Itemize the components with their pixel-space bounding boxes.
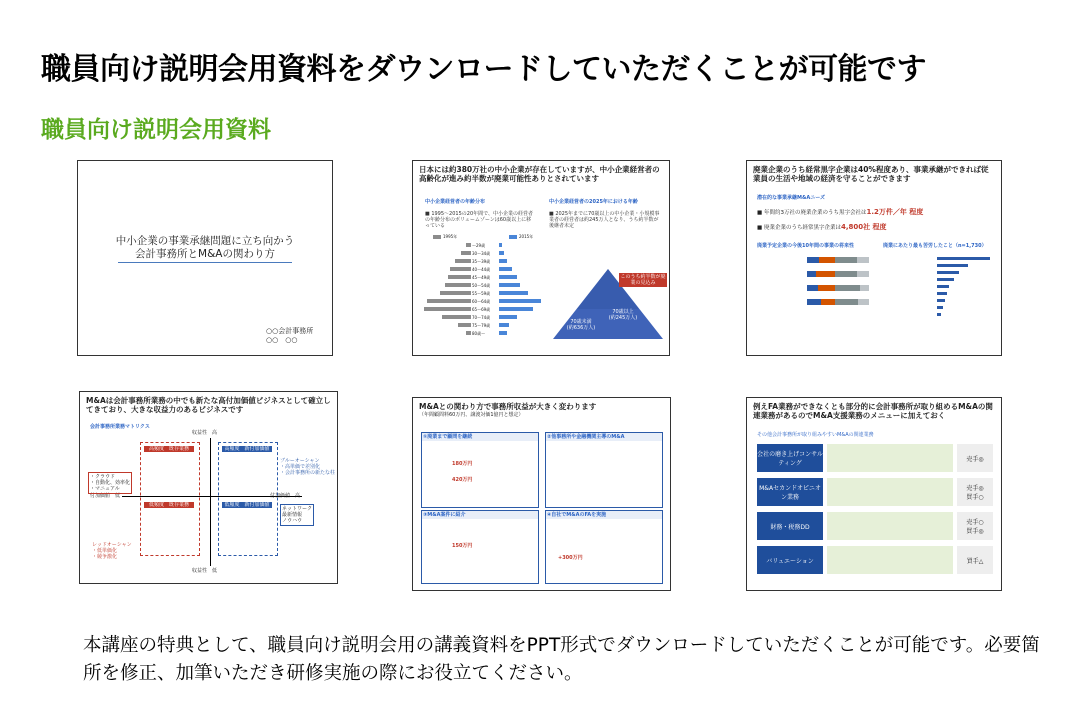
slide-thumbnail-5[interactable] (412, 397, 671, 591)
slide-5-box-2: ②他事務所や金融機関主導のM&A (545, 432, 663, 508)
slide-4-q1: 高頻度 既存業務 (144, 446, 194, 452)
age-label: 50〜54歳 (472, 282, 491, 288)
slide-6-row-name: 財務・税務DD (757, 512, 823, 540)
slide-6-row-body (827, 478, 953, 506)
slide-1-footer-name: ○○ ○○ (266, 336, 298, 344)
slide-thumbnail-4[interactable] (79, 391, 338, 584)
slide-6-header: 例えFA業務ができなくとも部分的に会計事務所が取り組めるM&Aの関連業務があるのでM&A支援業務のメニューに加えておく (753, 402, 993, 420)
legend-2015-swatch (509, 235, 517, 239)
slide-4-blue-frame (218, 442, 278, 556)
slide-3-chart-left-title: 廃業予定企業の今後10年間の事業の将来性 (757, 243, 854, 249)
pyramid-top-label: 70歳以上 (約245万人) (608, 309, 638, 321)
slide-4-q2: 高頻度 新付加価値 (222, 446, 272, 452)
bar-1995 (424, 307, 471, 311)
slide-4-red-frame (140, 442, 200, 556)
slide-2-right-note: ■ 2025年までに70歳以上の中小企業・小規模事業者の経営者は約245万人となり、うち約半数が後継者未定 (549, 211, 660, 229)
slide-6-row-body (827, 512, 953, 540)
bar-2015 (499, 275, 517, 279)
slide-6-table (757, 444, 993, 580)
slide-6-section: その他会計事務所が取り組みやすいM&Aの関連業務 (757, 432, 874, 438)
slide-3-chart-right-title: 廃業にあたり最も苦労したこと（n=1,730） (883, 243, 987, 249)
slide-6-row-level: 売手○ 買手◎ (957, 512, 993, 540)
slide-5-header-sub: （年間顧問料60万円、譲渡対価1億円と想定） (419, 412, 524, 418)
age-label: 〜29歳 (472, 242, 486, 248)
slide-thumbnail-6[interactable] (746, 397, 1002, 591)
bar-2015 (499, 315, 517, 319)
slide-4-axis-top: 収益性 高 (192, 430, 218, 436)
bar-2015 (499, 323, 509, 327)
bar-2015 (499, 331, 507, 335)
bar-2015 (499, 243, 502, 247)
slide-3-section: 潜在的な事業承継M&Aニーズ (757, 195, 825, 201)
slide-4-vertical-axis (210, 438, 211, 566)
slide-6-row-body (827, 546, 953, 574)
slide-3-point-2: ■ 廃業企業のうち経常黒字企業は4,800社 程度 (757, 223, 887, 231)
age-label: 65〜69歳 (472, 306, 491, 312)
bar-1995 (442, 315, 471, 319)
slide-2-header: 日本には約380万社の中小企業が存在していますが、中小企業経営者の高齢化が進み約半数が廃業可能性ありとされています (419, 165, 660, 183)
slide-4-red-note: レッドオーシャン ・低単価化 ・競争激化 (92, 542, 132, 560)
pyramid-bottom-label: 70歳未満 (約636万人) (566, 319, 596, 331)
bar-2015 (499, 267, 512, 271)
bar-1995 (448, 275, 471, 279)
bar-1995 (450, 267, 471, 271)
bar-2015 (499, 299, 541, 303)
slide-2-left-note: ■ 1995〜2015の20年間で、中小企業の経営者の年齢分布のボリュームゾーンは60歳以上に移っている (425, 211, 534, 229)
slide-1-footer-office: ○○会計事務所 (266, 327, 314, 335)
slide-6-row-level: 買手△ (957, 546, 993, 574)
slide-3-header: 廃業企業のうち経常黒字企業は40%程度あり、事業承継ができれば従業員の生活や地域の経済を守ることができます (753, 165, 989, 183)
slide-thumbnail-1[interactable] (77, 160, 333, 356)
slide-4-right-note-2: ネットワーク 最新情報 ノウハウ (282, 506, 313, 524)
age-label: 75〜79歳 (472, 322, 491, 328)
slide-6-row-body (827, 444, 953, 472)
legend-1995-swatch (433, 235, 441, 239)
bar-1995 (458, 323, 471, 327)
slide-4-axis-bottom: 収益性 低 (192, 568, 218, 574)
pyramid-note: このうち約半数が廃業の見込み (620, 274, 666, 286)
page-title: 職員向け説明会用資料をダウンロードしていただくことが可能です (41, 52, 926, 87)
age-distribution-chart (421, 243, 551, 349)
bar-1995 (427, 299, 471, 303)
bar-2015 (499, 251, 504, 255)
slide-3-stacked-bars (807, 257, 869, 305)
slide-3-point-1: ■ 年間約3万社の廃業企業のうち黒字会社は1.2万件／年 程度 (757, 208, 924, 216)
slide-thumbnail-3[interactable] (746, 160, 1002, 356)
bar-1995 (466, 331, 471, 335)
slide-2-left-heading: 中小企業経営者の年齢分布 (425, 199, 486, 205)
slide-6-row-level: 売手◎ (957, 444, 993, 472)
slide-4-q3: 低頻度 既存業務 (144, 502, 194, 508)
age-label: 45〜49歳 (472, 274, 491, 280)
slide-6-row-name: 会社の磨き上げコンサルティング (757, 444, 823, 472)
slide-1-divider (118, 262, 292, 263)
slide-6-row-name: バリュエーション (757, 546, 823, 574)
slide-5-box-4: ④自社でM&AのFAを実施 +300万円 (545, 510, 663, 584)
slide-4-left-note: ・クラウド ・自動化、効率化 ・マニュアル (90, 474, 131, 492)
slide-1-title-line-2: 会計事務所とM&Aの関わり方 (135, 248, 275, 260)
legend-1995-label: 1995年 (443, 234, 458, 239)
slide-4-axis-right: 付加価値 高 (270, 493, 301, 499)
bar-1995 (461, 251, 471, 255)
age-label: 40〜44歳 (472, 266, 491, 272)
slide-5-box-3: ③M&A案件に紹介 150万円 (421, 510, 539, 584)
bar-1995 (466, 243, 471, 247)
slide-thumbnail-2[interactable] (412, 160, 670, 356)
slide-5-box-1: ①廃業まで顧問を継続 180万円 420万円 (421, 432, 539, 508)
slide-4-header: M&Aは会計事務所業務の中でも新たな高付加価値ビジネスとして確立してきており、大きな収益力のあるビジネスです (86, 396, 331, 414)
bar-2015 (499, 307, 533, 311)
bar-1995 (440, 291, 471, 295)
slide-6-row (757, 546, 993, 574)
section-subtitle: 職員向け説明会用資料 (41, 117, 271, 143)
age-label: 55〜59歳 (472, 290, 491, 296)
bar-2015 (499, 283, 520, 287)
age-label: 80歳〜 (472, 330, 486, 336)
slide-4-right-note-1: ブルーオーシャン ・高単価で差別化 ・会計事務所の新たな柱 (280, 458, 336, 476)
slide-1-title-line-1: 中小企業の事業承継問題に立ち向かう (115, 235, 295, 247)
slide-6-row-name: M&Aセカンドオピニオン業務 (757, 478, 823, 506)
slide-4-matrix-title: 会計事務所業務マトリクス (90, 424, 150, 430)
slide-2-right-heading: 中小企業経営者の2025年における年齢 (549, 199, 638, 205)
bar-2015 (499, 291, 528, 295)
age-label: 35〜39歳 (472, 258, 491, 264)
slide-6-row (757, 478, 993, 506)
slide-6-row (757, 512, 993, 540)
age-label: 70〜74歳 (472, 314, 491, 320)
legend-2015-label: 2015年 (519, 234, 534, 239)
bar-1995 (445, 283, 471, 287)
bar-1995 (455, 259, 471, 263)
slide-4-axis-left: 付加価値 低 (90, 493, 121, 499)
slide-6-row (757, 444, 993, 472)
slide-5-header: M&Aとの関わり方で事務所収益が大きく変わります (419, 402, 597, 411)
slide-3-horizontal-bars (937, 257, 993, 316)
slide-4-q4: 低頻度 新付加価値 (222, 502, 272, 508)
age-label: 30〜34歳 (472, 250, 491, 256)
slide-6-row-level: 売手◎ 買手○ (957, 478, 993, 506)
bar-2015 (499, 259, 507, 263)
age-label: 60〜64歳 (472, 298, 491, 304)
description-text: 本講座の特典として、職員向け説明会用の講義資料をPPT形式でダウンロードしていただくことが可能です。必要箇所を修正、加筆いただき研修実施の際にお役立てください。 (83, 635, 1040, 684)
